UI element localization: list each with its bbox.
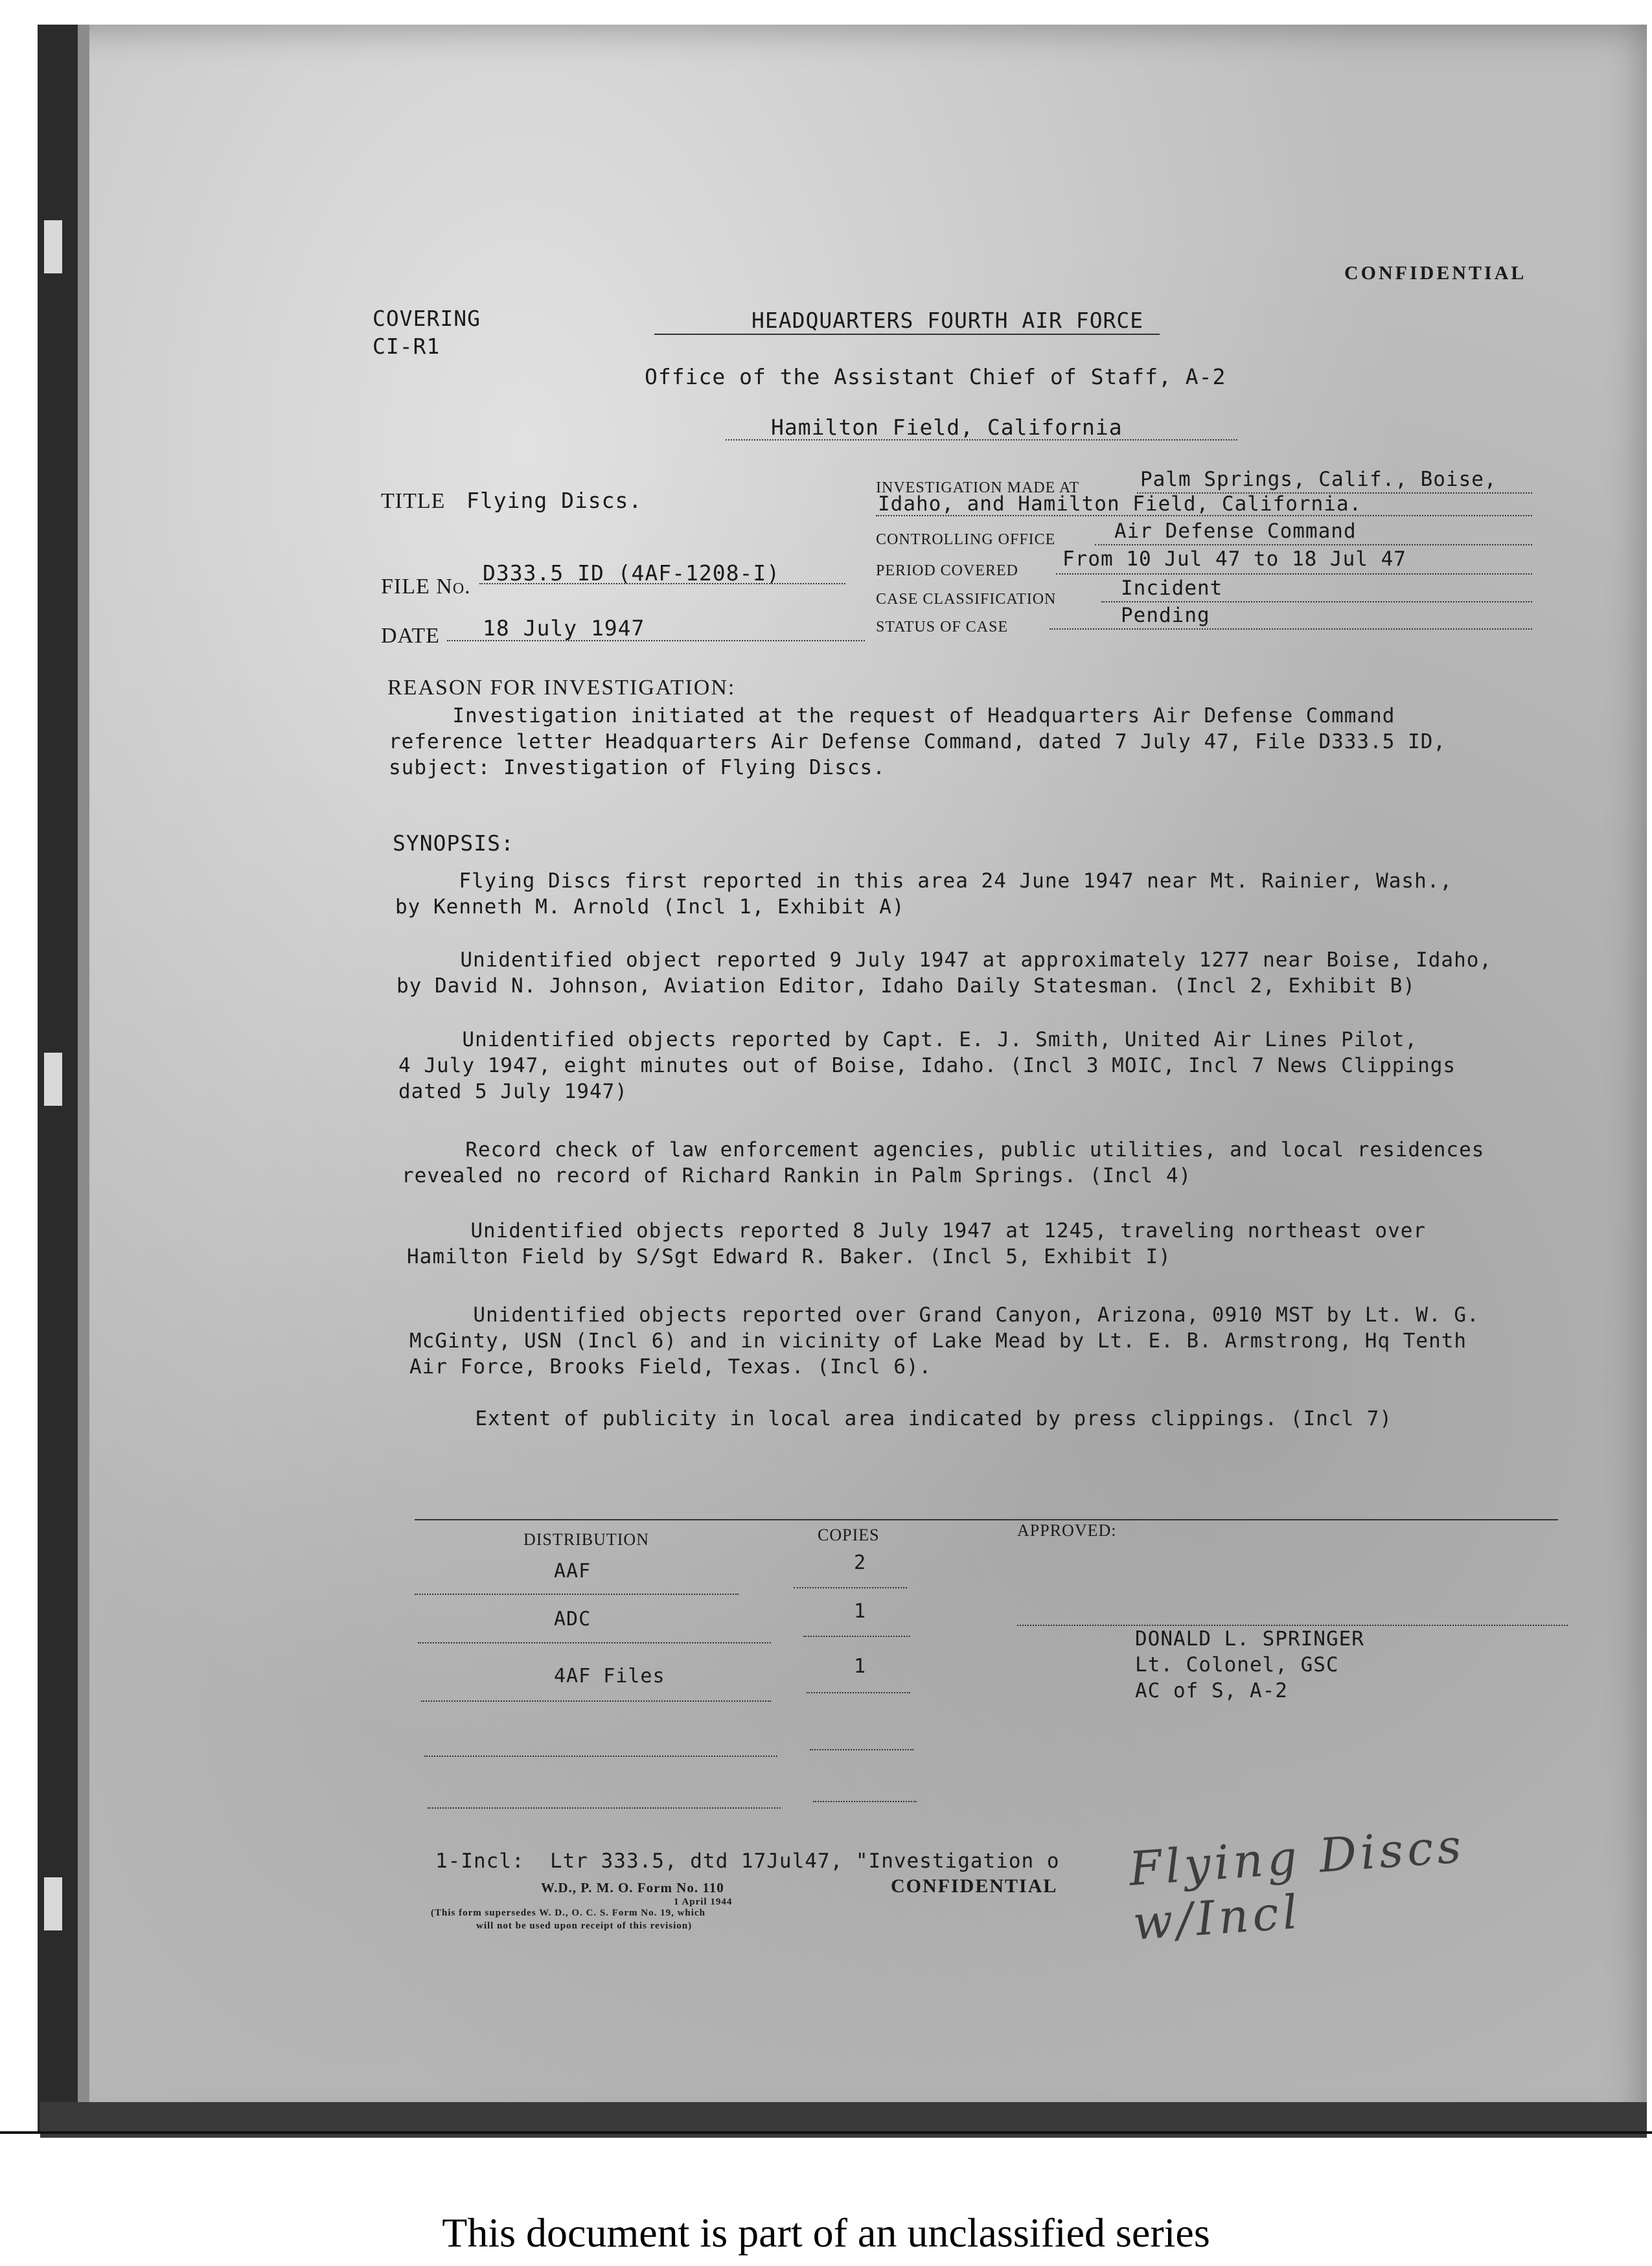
date-rule [447, 640, 865, 641]
distribution-row-4-rule [424, 1756, 777, 1757]
punch-mark-bottom [44, 1877, 62, 1930]
covering-label: COVERING [373, 306, 481, 331]
synopsis-line: Air Force, Brooks Field, Texas. (Incl 6). [409, 1355, 932, 1379]
distribution-top-rule [415, 1519, 1558, 1520]
handwritten-annotation: Flying Discs w/Incl [1127, 1818, 1467, 1951]
synopsis-paragraph-5 [407, 1218, 1625, 1270]
form-date: 1 April 1944 [674, 1897, 733, 1907]
synopsis-line: Hamilton Field by S/Sgt Edward R. Baker. (Incl 5, Exhibit I) [407, 1245, 1171, 1268]
synopsis-line: Unidentified object reported 9 July 1947 at approximately 1277 near Boise, Idaho, [396, 948, 1493, 972]
caption: This document is part of an unclassified series [442, 2210, 1210, 2256]
period-rule [1056, 573, 1532, 575]
header-office: Office of the Assistant Chief of Staff, A-2 [645, 364, 1226, 389]
date-value: 18 July 1947 [483, 615, 645, 641]
binding-strip [78, 25, 89, 2131]
date-label: DATE [381, 624, 440, 648]
punch-mark-top [44, 220, 62, 273]
covering-code: CI-R1 [373, 334, 441, 359]
header-org-rule [654, 334, 1160, 335]
copies-label: COPIES [818, 1526, 880, 1544]
signer-name: DONALD L. SPRINGER [1135, 1627, 1364, 1651]
synopsis-line: by Kenneth M. Arnold (Incl 1, Exhibit A) [395, 895, 905, 919]
case-rule [1101, 601, 1532, 602]
signer-title: AC of S, A-2 [1135, 1679, 1288, 1702]
investigation-value-1: Palm Springs, Calif., Boise, [1140, 468, 1497, 491]
synopsis-heading: SYNOPSIS: [393, 830, 514, 856]
distribution-row-3-copies: 1 [854, 1655, 867, 1678]
synopsis-line: Record check of law enforcement agencies, public utilities, and local residences [402, 1138, 1485, 1162]
signature-rule [1017, 1625, 1568, 1626]
distribution-row-5-rule [428, 1807, 781, 1809]
case-value: Incident [1121, 577, 1223, 600]
investigation-rule-2 [876, 515, 1532, 516]
header-org: HEADQUARTERS FOURTH AIR FORCE [751, 308, 1144, 333]
file-label: FILE No. [381, 575, 471, 599]
reason-line-1: Investigation initiated at the request of Headquarters Air Defense Command [389, 704, 1395, 727]
controlling-value: Air Defense Command [1114, 520, 1357, 543]
period-value: From 10 Jul 47 to 18 Jul 47 [1062, 547, 1406, 571]
form-supersedes: (This form supersedes W. D., O. C. S. Form No. 19, which [431, 1908, 706, 1918]
synopsis-line: revealed no record of Richard Rankin in Palm Springs. (Incl 4) [402, 1164, 1192, 1187]
signer-rank: Lt. Colonel, GSC [1135, 1653, 1339, 1677]
distribution-row-2-to: ADC [554, 1608, 591, 1631]
synopsis-line: Unidentified objects reported by Capt. E. J. Smith, United Air Lines Pilot, [398, 1028, 1418, 1051]
copies-row-3-rule [807, 1692, 910, 1693]
synopsis-line: by David N. Johnson, Aviation Editor, Idaho Daily Statesman. (Incl 2, Exhibit B) [396, 974, 1416, 998]
synopsis-paragraph-2 [396, 947, 1614, 999]
reason-heading: REASON FOR INVESTIGATION: [387, 676, 736, 700]
synopsis-paragraph-6 [409, 1302, 1627, 1380]
distribution-label: DISTRIBUTION [523, 1530, 649, 1549]
reason-line-3: subject: Investigation of Flying Discs. [389, 756, 886, 779]
controlling-rule [1095, 544, 1532, 545]
synopsis-line: Unidentified objects reported over Grand Canyon, Arizona, 0910 MST by Lt. W. G. [409, 1303, 1480, 1327]
synopsis-paragraph-4 [402, 1137, 1620, 1189]
inclosure-line: 1-Incl: Ltr 333.5, dtd 17Jul47, "Investigation o [435, 1849, 1060, 1873]
classification-bottom: CONFIDENTIAL [891, 1875, 1058, 1897]
distribution-row-1-rule [415, 1594, 739, 1595]
reason-body [389, 703, 1607, 781]
status-label: STATUS OF CASE [876, 619, 1009, 635]
synopsis-paragraph-3 [398, 1027, 1616, 1104]
title-value: Flying Discs. [466, 488, 643, 513]
status-value: Pending [1121, 604, 1210, 627]
punch-mark-middle [44, 1053, 62, 1106]
copies-row-2-rule [803, 1636, 910, 1637]
distribution-row-2-rule [418, 1642, 771, 1643]
synopsis-paragraph-1 [395, 868, 1613, 920]
form-supersedes-cont: will not be used upon receipt of this revision) [476, 1921, 693, 1931]
status-rule [1050, 628, 1532, 630]
copies-row-4-rule [810, 1749, 913, 1750]
distribution-row-3-rule [421, 1700, 771, 1702]
investigation-value-2: Idaho, and Hamilton Field, California. [878, 492, 1362, 516]
distribution-row-3-to: 4AF Files [554, 1665, 665, 1688]
synopsis-line: McGinty, USN (Incl 6) and in vicinity of Lake Mead by Lt. E. B. Armstrong, Hq Tenth [409, 1329, 1467, 1353]
classification-top: CONFIDENTIAL [1344, 262, 1527, 284]
synopsis-paragraph-7 [411, 1406, 1629, 1432]
synopsis-line: Extent of publicity in local area indicated by press clippings. (Incl 7) [411, 1407, 1393, 1430]
synopsis-line: Flying Discs first reported in this area 24 June 1947 near Mt. Rainier, Wash., [395, 869, 1453, 893]
page-edge-line [0, 2131, 1652, 2134]
form-number: W.D., P. M. O. Form No. 110 [541, 1880, 724, 1895]
case-label: CASE CLASSIFICATION [876, 591, 1057, 608]
approved-label: APPROVED: [1017, 1521, 1117, 1540]
investigation-label: INVESTIGATION MADE AT [876, 479, 1080, 496]
distribution-row-1-copies: 2 [854, 1551, 867, 1574]
period-label: PERIOD COVERED [876, 562, 1019, 579]
controlling-label: CONTROLLING OFFICE [876, 531, 1056, 548]
distribution-row-2-copies: 1 [854, 1600, 867, 1623]
synopsis-line: dated 5 July 1947) [398, 1080, 628, 1103]
header-location: Hamilton Field, California [771, 415, 1123, 440]
reason-line-2: reference letter Headquarters Air Defense Command, dated 7 July 47, File D333.5 ID, [389, 730, 1447, 753]
copies-row-1-rule [794, 1587, 907, 1588]
file-value: D333.5 ID (4AF-1208-I) [483, 560, 781, 586]
header-location-rule [726, 439, 1237, 441]
synopsis-line: 4 July 1947, eight minutes out of Boise, Idaho. (Incl 3 MOIC, Incl 7 News Clippings [398, 1054, 1456, 1077]
title-label: TITLE [381, 489, 446, 513]
file-rule [479, 583, 845, 584]
synopsis-line: Unidentified objects reported 8 July 1947 at 1245, traveling northeast over [407, 1219, 1427, 1242]
distribution-row-1-to: AAF [554, 1560, 591, 1583]
copies-row-5-rule [813, 1801, 917, 1802]
